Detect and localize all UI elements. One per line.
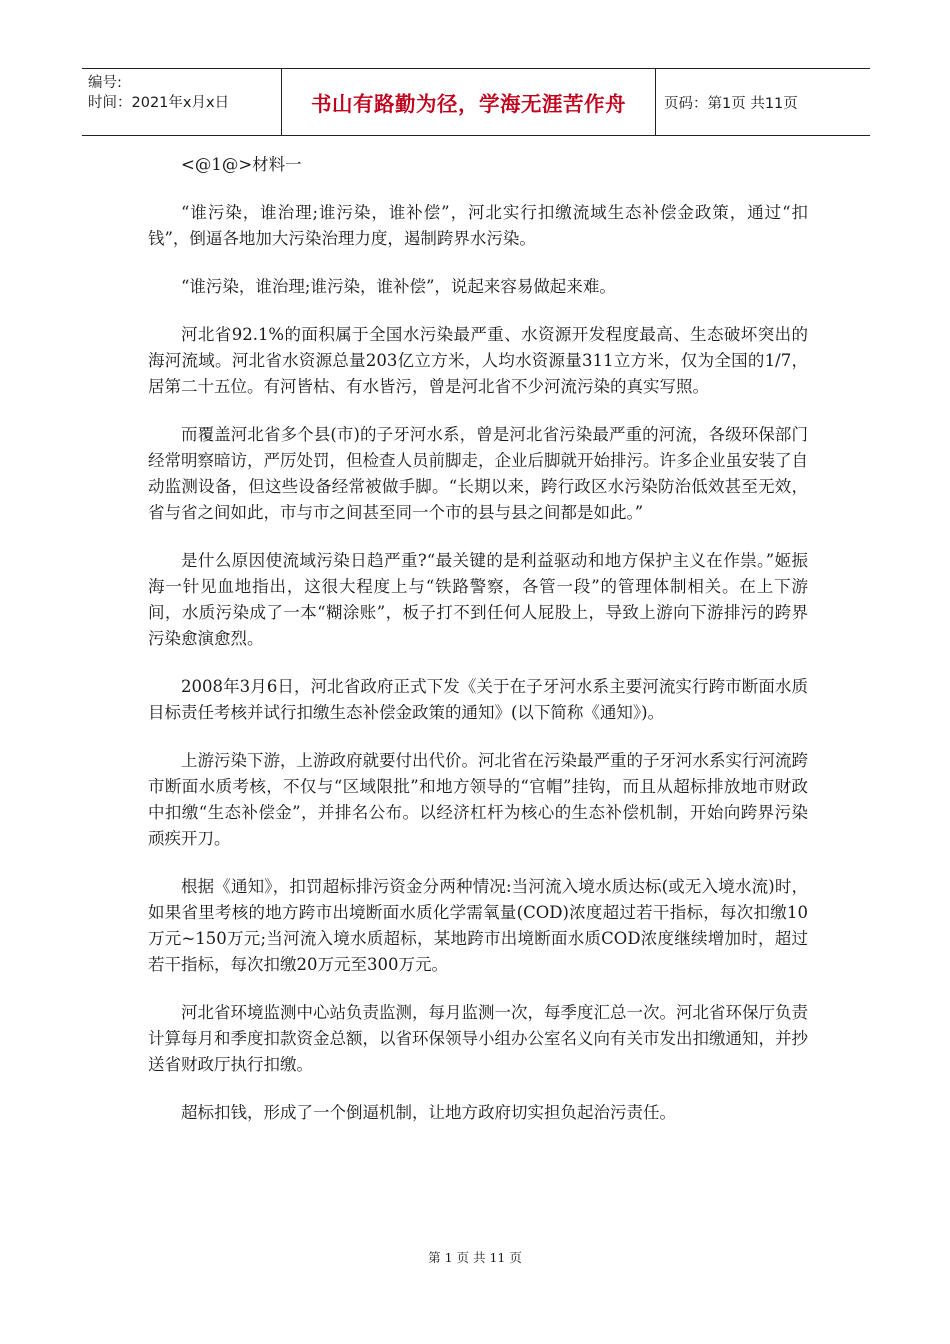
header-page-info: 页码：第1页 共11页 <box>664 95 798 112</box>
paragraph: 根据《通知》，扣罚超标排污资金分两种情况:当河流入境水质达标(或无入境水流)时，如果省里考核的地方跨市出境断面水质化学需氧量(COD)浓度超过若干指标，每次扣缴10万元~150万元;当河流入境水质超标，某地跨市出境断面水质COD浓度继续增加时，超过若干指标，每次扣缴20万元至300万元。 <box>148 877 808 974</box>
paragraph: 河北省环境监测中心站负责监测，每月监测一次，每季度汇总一次。河北省环保厅负责计算每月和季度扣款资金总额，以省环保领导小组办公室名义向有关市发出扣缴通知，并抄送省财政厅执行扣缴。 <box>148 1003 808 1074</box>
header-motto: 书山有路勤为径，学海无涯苦作舟 <box>282 69 656 135</box>
paragraph: 2008年3月6日，河北省政府正式下发《关于在子牙河水系主要河流实行跨市断面水质目标责任考核并试行扣缴生态补偿金政策的通知》(以下简称《通知》)。 <box>148 677 808 722</box>
paragraph: 而覆盖河北省多个县(市)的子牙河水系，曾是河北省污染最严重的河流，各级环保部门经常明察暗访，严厉处罚，但检查人员前脚走，企业后脚就开始排污。许多企业虽安装了自动监测设备，但这些设备经常被做手脚。“长期以来，跨行政区水污染防治低效甚至无效，省与省之间如此，市与市之间甚至同一个市的县与县之间都是如此。” <box>148 425 808 522</box>
page-footer: 第 1 页 共 11 页 <box>428 1250 522 1265</box>
paragraph: 上游污染下游，上游政府就要付出代价。河北省在污染最严重的子牙河水系实行河流跨市断面水质考核，不仅与“区域限批”和地方领导的“官帽”挂钩，而且从超标排放地市财政中扣缴“生态补偿金”，并排名公布。以经济杠杆为核心的生态补偿机制，开始向跨界污染顽疾开刀。 <box>148 751 808 848</box>
date-label: 时间：2021年x月x日 <box>88 95 230 111</box>
paragraph: “谁污染，谁治理;谁污染，谁补偿”，河北实行扣缴流域生态补偿金政策，通过“扣钱”，倒逼各地加大污染治理力度，遏制跨界水污染。 <box>148 203 808 248</box>
paragraph: “谁污染，谁治理;谁污染，谁补偿”，说起来容易做起来难。 <box>181 277 616 296</box>
document-body <box>148 152 808 1148</box>
paragraph: 超标扣钱，形成了一个倒逼机制，让地方政府切实担负起治污责任。 <box>181 1103 676 1122</box>
serial-number-label: 编号: <box>88 75 122 91</box>
header-left-cell <box>82 69 282 135</box>
paragraph: 河北省92.1%的面积属于全国水污染最严重、水资源开发程度最高、生态破坏突出的海河流域。河北省水资源总量203亿立方米，人均水资源量311立方米，仅为全国的1/7，居第二十五位。有河皆枯、有水皆污，曾是河北省不少河流污染的真实写照。 <box>148 325 808 396</box>
paragraph: 是什么原因使流域污染日趋严重?“最关键的是利益驱动和地方保护主义在作祟。”姬振海一针见血地指出，这很大程度上与“铁路警察，各管一段”的管理体制相关。在上下游间，水质污染成了一本“糊涂账”，板子打不到任何人屁股上，导致上游向下游排污的跨界污染愈演愈烈。 <box>148 551 808 648</box>
paragraph: <@1@>材料一 <box>181 155 302 174</box>
page-header <box>82 68 870 136</box>
